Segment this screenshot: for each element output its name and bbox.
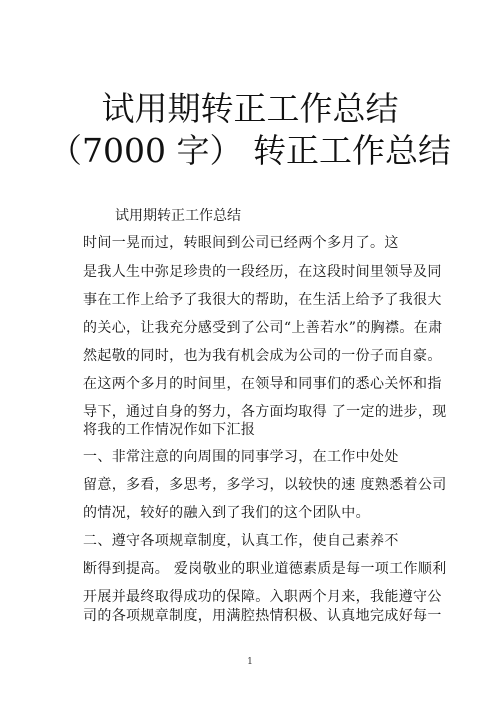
section-subheading: 试用期转正工作总结 [115, 208, 241, 224]
body-line: 在这两个多月的时间里，在领导和同事们的悉心关怀和指 [83, 376, 442, 392]
body-line: 留意，多看，多思考，多学习，以较快的速 度熟悉着公司 [83, 477, 447, 493]
body-line: 司的各项规章制度，用满腔热情积极、认真地完成好每一 [83, 608, 442, 624]
body-line: 二、遵守各项规章制度，认真工作，使自己素养不 [83, 533, 399, 549]
page-number: 1 [247, 657, 253, 667]
body-line: 一、非常注意的向周围的同事学习，在工作中处处 [83, 449, 399, 465]
body-line: 断得到提高。 爱岗敬业的职业道德素质是每一项工作顺利 [83, 561, 447, 577]
body-line: 的情况，较好的融入到了我们的这个团队中。 [83, 505, 370, 521]
body-line: 时间一晃而过，转眼间到公司已经两个多月了。这 [83, 235, 399, 251]
body-line: 开展并最终取得成功的保障。入职两个月来，我能遵守公 [83, 589, 442, 605]
body-line: 是我人生中弥足珍贵的一段经历，在这段时间里领导及同 [83, 264, 442, 280]
body-line: 然起敬的同时，也为我有机会成为公司的一份子而自豪。 [83, 348, 442, 364]
body-line: 导下，通过自身的努力，各方面均取得 了一定的进步，现 [83, 404, 447, 420]
body-line: 事在工作上给予了我很大的帮助，在生活上给予了我很大 [83, 292, 442, 308]
document-title-line-2: （7000 字） 转正工作总结 [49, 131, 451, 170]
body-line: 将我的工作情况作如下汇报 [83, 422, 256, 438]
document-title-line-1: 试用期转正工作总结 [101, 89, 399, 128]
body-line: 的关心，让我充分感受到了公司“上善若水”的胸襟。在肃 [83, 320, 443, 336]
